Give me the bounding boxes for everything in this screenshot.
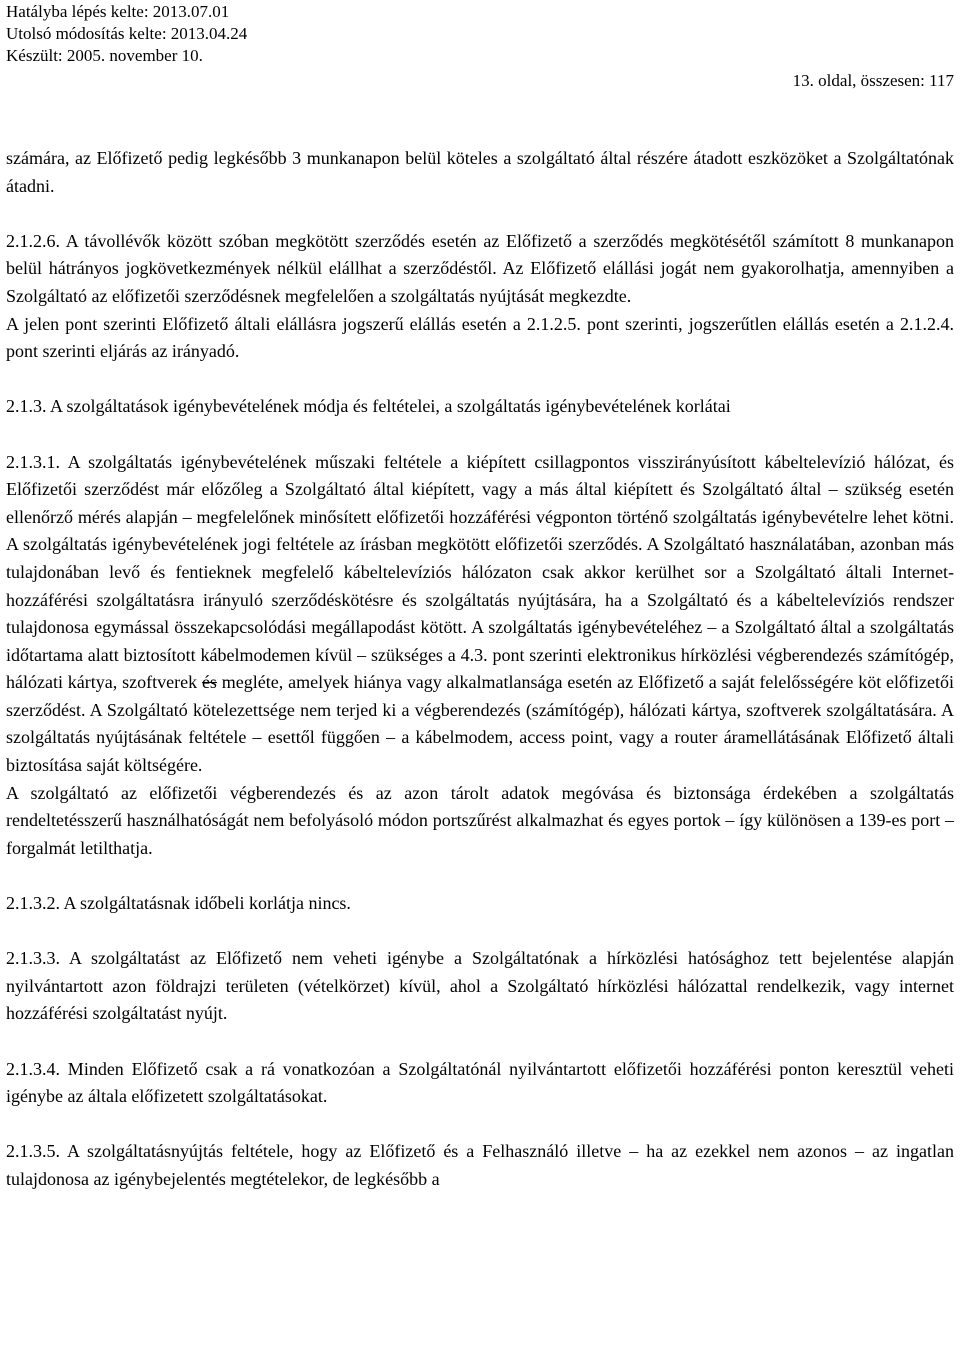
paragraph: 2.1.3.3. A szolgáltatást az Előfizető nem veheti igénybe a Szolgáltatónak a hírközlési hatósághoz tett bejelentése alapján nyilvántartott azon földrajzi területen (vételkörzet) kívül, ahol a Szolgáltató hírközlési hálózattal rendelkezik, vagy internet hozzáférési szolgáltatást nyújt.: [6, 948, 954, 1024]
document-body: [6, 145, 954, 1194]
paragraph: 2.1.3.4. Minden Előfizető csak a rá vonatkozóan a Szolgáltatónál nyilvántartott előfizetői hozzáférési ponton keresztül veheti igénybe az általa előfizetett szolgáltatásokat.: [6, 1058, 954, 1107]
paragraph: számára, az Előfizető pedig legkésőbb 3 munkanapon belül köteles a szolgáltató által részére átadott eszközöket a Szolgáltatónak átadni.: [6, 148, 954, 196]
last-modified-date: Utolsó módosítás kelte: 2013.04.24: [6, 24, 248, 43]
paragraph: A jelen pont szerinti Előfizető általi elállásra jogszerű elállás esetén a 2.1.2.5. pont szerinti, jogszerűtlen elállás esetén a 2.1.2.4. pont szerinti eljárás az irányadó.: [6, 313, 954, 362]
page-number: 13. oldal, összesen: 117: [792, 71, 954, 90]
paragraph: 2.1.3.2. A szolgáltatásnak időbeli korlátja nincs.: [6, 893, 351, 914]
document-header: [6, 1, 247, 67]
paragraph: A szolgáltató az előfizetői végberendezés és az azon tárolt adatok megóvása és biztonsága érdekében a szolgáltatás rendeltetésszerű használhatóságát nem befolyásoló módon portszűrést alkalmazhat és egyes portok – így különösen a 139-es port – forgalmát letilthatja.: [6, 782, 954, 858]
paragraph: 2.1.2.6. A távollévők között szóban megkötött szerződés esetén az Előfizető a szerződés megkötésétől számított 8 munkanapon belül hátrányos jogkövetkezmények nélkül elállhat a szerződéstől. Az Előfizető elállási jogát nem gyakorolhatja, amennyiben a Szolgáltató az előfizetői szerződésnek megfelelően a szolgáltatás nyújtását megkezdte.: [6, 230, 954, 306]
paragraph: [6, 449, 954, 780]
struck-text: és: [201, 672, 217, 693]
effective-date: Hatályba lépés kelte: 2013.07.01: [6, 2, 230, 21]
paragraph-text: 2.1.3.1. A szolgáltatás igénybevételének műszaki feltétele a kiépített csillagpontos visszirányúsított kábeltelevízió hálózat, és Előfizetői szerződést már előzőleg a Szolgáltató által kiépített, vagy a más által kiépített és Szolgáltató által – szükség esetén ellenőrző mérés alapján – megfelelőnek minősített előfizetői hozzáférési végponton történő szolgáltatás igénybevételre lehet kötni. A szolgáltatás igénybevételének jogi feltétele az írásban megkötött előfizetői szerződés. A Szolgáltató használatában, azonban más tulajdonában levő és fentieknek megfelelő kábeltelevíziós hálózaton csak akkor kerülhet sor a Szolgáltató általi Internet-hozzáférési szolgáltatásra irányuló szerződéskötésre és szolgáltatás nyújtására, ha a Szolgáltató és a kábeltelevíziós rendszer tulajdonosa egymással összekapcsolódási megállapodást kötött. A szolgáltatás igénybevételéhez – a Szolgáltató által a szolgáltatás időtartama alatt biztosított kábelmodemen kívül – szükséges a 4.3. pont szerinti elektronikus hírközlési végberendezés számítógép, hálózati kártya, szoftverek: [6, 451, 954, 693]
paragraph-text: megléte, amelyek hiánya vagy alkalmatlansága esetén az Előfizető a saját felelősségére köt előfizetői szerződést. A Szolgáltató kötelezettsége nem terjed ki a végberendezés (számítógép), hálózati kártya, szoftverek szolgáltatására. A szolgáltatás nyújtásának feltétele – esettől függően – a kábelmodem, access point, vagy a router áramellátásának Előfizető általi biztosítása saját költségére.: [6, 672, 955, 776]
created-date: Készült: 2005. november 10.: [6, 46, 203, 65]
section-heading: 2.1.3. A szolgáltatások igénybevételének módja és feltételei, a szolgáltatás igénybevételének korlátai: [6, 396, 731, 417]
paragraph: 2.1.3.5. A szolgáltatásnyújtás feltétele, hogy az Előfizető és a Felhasználó illetve – ha az ezekkel nem azonos – az ingatlan tulajdonosa az igénybejelentés megtételekor, de legkésőbb a: [6, 1141, 954, 1189]
